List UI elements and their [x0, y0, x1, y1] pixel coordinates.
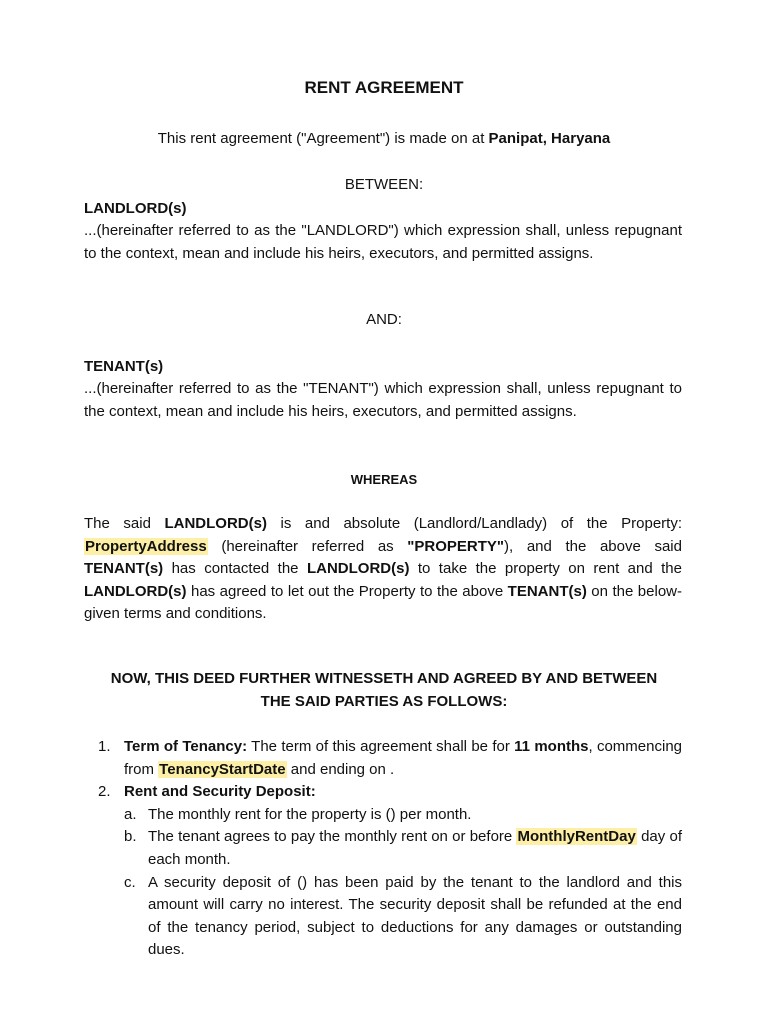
whereas-tenant-1: TENANT(s) [84, 560, 164, 578]
whereas-property: "PROPERTY" [407, 537, 505, 555]
landlord-paragraph: ...(hereinafter referred to as the "LANDLORD") which expression shall, unless repugnant to the context, mean and include his heirs, executors, and permitted assigns. [84, 222, 682, 262]
clauses-list [84, 736, 682, 962]
whereas-text-4: ), and the above said [504, 537, 682, 555]
whereas-text-5: has contacted the [163, 560, 307, 578]
subclause-letter: c. [124, 873, 136, 891]
document-title: RENT AGREEMENT [304, 78, 464, 97]
between-label: BETWEEN: [344, 176, 424, 193]
clause-rent-deposit [84, 781, 682, 804]
subclause-payment-day [84, 826, 682, 871]
intro-line [0, 130, 768, 147]
subclause-letter: b. [124, 828, 137, 846]
whereas-paragraph [84, 513, 682, 626]
clause-number: 1. [98, 738, 111, 755]
clause-label: Term of Tenancy: [124, 738, 248, 755]
subclause-text-2: day of each month. [148, 828, 682, 868]
clause-label: Rent and Security Deposit: [124, 783, 316, 801]
whereas-heading: WHEREAS [350, 472, 418, 487]
intro-place: Panipat, Haryana [488, 130, 611, 147]
clause-text-3: and ending on . [286, 760, 395, 778]
whereas-text-1: The said [84, 515, 165, 532]
clause-text-2: , commencing from [124, 738, 683, 778]
tenant-heading-text: TENANT(s) [84, 358, 164, 375]
subclause-text: A security deposit of () has been paid by the tenant to the landlord and this amount will carry no interest. The security deposit shall be refunded at the end of the tenancy period, subject to deductions for any damages or outstanding dues. [148, 873, 682, 959]
intro-text: This rent agreement ("Agreement") is made on at [157, 130, 489, 147]
whereas-landlord-1: LANDLORD(s) [164, 515, 267, 532]
whereas-tenant-2: TENANT(s) [507, 582, 587, 600]
subclause-letter: a. [124, 805, 137, 823]
whereas-text-2: is and absolute (Landlord/Landlady) of the Property: [266, 515, 683, 532]
clause-number: 2. [98, 783, 111, 801]
property-address-placeholder: PropertyAddress [85, 537, 207, 555]
deed-heading [0, 668, 768, 713]
whereas-landlord-2: LANDLORD(s) [306, 560, 410, 578]
subclause-text: The monthly rent for the property is () per month. [148, 805, 472, 823]
clause-term-of-tenancy [84, 736, 682, 781]
subclause-monthly-rent [84, 804, 682, 827]
deed-heading-line2: THE SAID PARTIES AS FOLLOWS: [260, 692, 508, 710]
whereas-text-7: has agreed to let out the Property to the above [186, 582, 508, 600]
whereas-text-8: on the below-given terms and conditions. [84, 582, 682, 623]
landlord-heading-text: LANDLORD(s) [84, 200, 187, 217]
tenant-heading [84, 356, 682, 379]
tenant-paragraph: ...(hereinafter referred to as the "TENANT") which expression shall, unless repugnant to the context, mean and include his heirs, executors, and permitted assigns. [84, 380, 682, 420]
clause-text-1: The term of this agreement shall be for [247, 738, 515, 755]
tenancy-months: 11 months [514, 738, 589, 755]
landlord-heading [84, 198, 682, 221]
whereas-text-6: to take the property on rent and the [409, 560, 682, 578]
subclause-text-1: The tenant agrees to pay the monthly rent on or before [148, 828, 517, 846]
deed-heading-line1: NOW, THIS DEED FURTHER WITNESSETH AND AGREED BY AND BETWEEN [110, 670, 658, 687]
and-label: AND: [366, 311, 402, 328]
subclause-security-deposit [84, 872, 682, 962]
monthly-rent-day-placeholder: MonthlyRentDay [517, 828, 636, 846]
whereas-text-3: (hereinafter referred as [207, 537, 408, 555]
tenancy-start-placeholder: TenancyStartDate [159, 760, 286, 778]
whereas-landlord-3: LANDLORD(s) [84, 582, 187, 600]
